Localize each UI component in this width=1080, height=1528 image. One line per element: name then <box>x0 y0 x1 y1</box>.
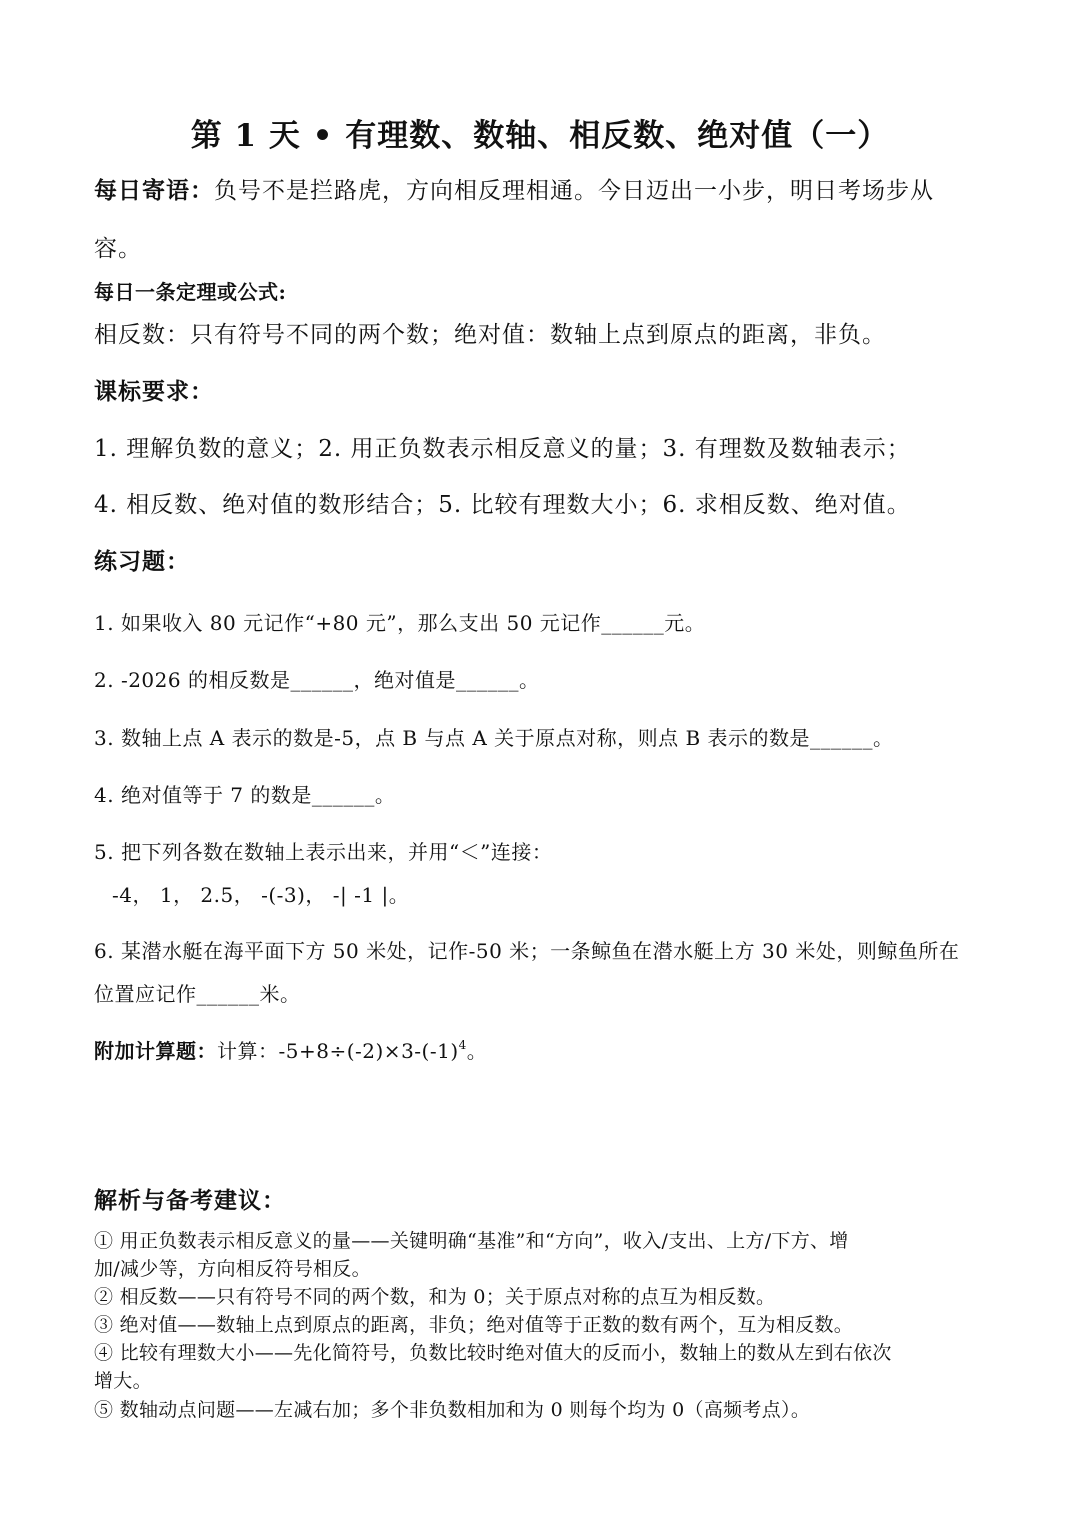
analysis-point-4-line-2: 增大。 <box>94 1370 152 1392</box>
analysis-point-1-line-1: ① 用正负数表示相反意义的量——关键明确“基准”和“方向”，收入/支出、上方/下方、增 <box>94 1230 849 1252</box>
curriculum-line-1: 1. 理解负数的意义；2. 用正负数表示相反意义的量；3. 有理数及数轴表示； <box>94 436 911 462</box>
extra-problem <box>94 1035 487 1064</box>
question-4: 4. 绝对值等于 7 的数是______。 <box>94 783 396 807</box>
analysis-point-3: ③ 绝对值——数轴上点到原点的距离，非负；绝对值等于正数的数有两个，互为相反数。 <box>94 1314 854 1336</box>
extra-exponent: 4 <box>458 1038 467 1052</box>
question-5-numbers: -4， 1， 2.5， -(-3)， -| -1 |。 <box>112 883 410 907</box>
question-6-line-2: 位置应记作______米。 <box>94 982 301 1006</box>
analysis-point-4-line-1: ④ 比较有理数大小——先化简符号，负数比较时绝对值大的反而小，数轴上的数从左到右依次 <box>94 1342 892 1364</box>
motto-text-1: 负号不是拦路虎，方向相反理相通。今日迈出一小步，明日考场步从 <box>214 178 934 204</box>
question-1: 1. 如果收入 80 元记作“+80 元”，那么支出 50 元记作______元。 <box>94 611 706 635</box>
question-3: 3. 数轴上点 A 表示的数是-5，点 B 与点 A 关于原点对称，则点 B 表示的数是______。 <box>94 726 894 750</box>
extra-end: 。 <box>466 1039 488 1063</box>
motto-label: 每日寄语： <box>94 177 214 204</box>
motto-line-1 <box>94 172 934 205</box>
analysis-point-2: ② 相反数——只有符号不同的两个数，和为 0；关于原点对称的点互为相反数。 <box>94 1286 776 1308</box>
analysis-point-5: ⑤ 数轴动点问题——左减右加；多个非负数相加和为 0 则每个均为 0（高频考点）。 <box>94 1399 811 1421</box>
question-2: 2. -2026 的相反数是______，绝对值是______。 <box>94 668 540 692</box>
formula-heading: 每日一条定理或公式: <box>94 280 287 304</box>
analysis-point-1-line-2: 加/减少等，方向相反符号相反。 <box>94 1258 371 1280</box>
motto-text-2: 容。 <box>94 236 142 262</box>
curriculum-line-2: 4. 相反数、绝对值的数形结合；5. 比较有理数大小；6. 求相反数、绝对值。 <box>94 492 911 518</box>
extra-expression: 计算：-5+8÷(-2)×3-(-1) <box>217 1039 459 1063</box>
exercises-heading: 练习题： <box>94 548 190 575</box>
question-6-line-1: 6. 某潜水艇在海平面下方 50 米处，记作-50 米；一条鲸鱼在潜水艇上方 30 米处，则鲸鱼所在 <box>94 939 960 963</box>
curriculum-heading: 课标要求： <box>94 378 214 405</box>
page-title: 第 1 天 • 有理数、数轴、相反数、绝对值（一） <box>190 118 890 154</box>
analysis-heading: 解析与备考建议： <box>94 1187 286 1214</box>
extra-label: 附加计算题： <box>94 1039 217 1063</box>
formula-text: 相反数：只有符号不同的两个数；绝对值：数轴上点到原点的距离，非负。 <box>94 322 886 348</box>
question-5: 5. 把下列各数在数轴上表示出来，并用“＜”连接： <box>94 840 553 864</box>
